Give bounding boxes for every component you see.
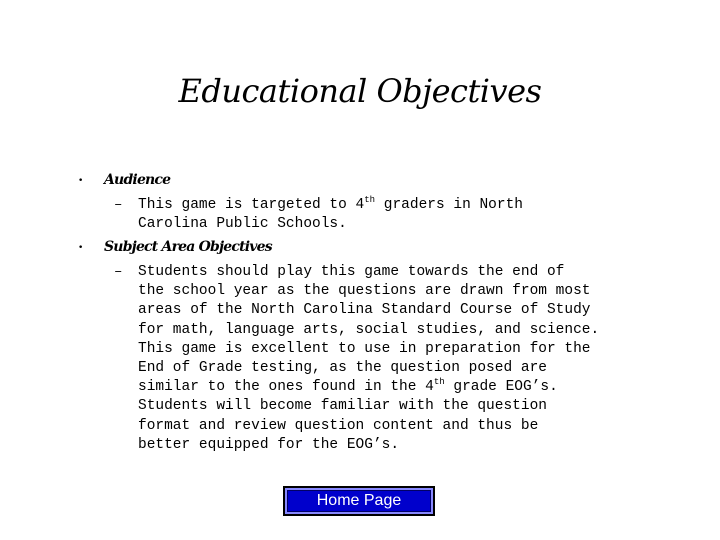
text-line: for math, language arts, social studies, and science. xyxy=(138,321,600,338)
text-line: the school year as the questions are drawn from most xyxy=(138,283,591,300)
text-line: This game is excellent to use in preparation for the xyxy=(138,340,591,357)
text-line: This game is targeted to 4th graders in North xyxy=(138,195,523,213)
subject-area-heading: Subject Area Objectives xyxy=(104,239,272,255)
text-line: areas of the North Carolina Standard Course of Study xyxy=(138,302,591,319)
subject-area-text xyxy=(138,263,599,455)
bullet-icon: • xyxy=(78,243,84,253)
dash-icon: – xyxy=(114,197,123,213)
audience-heading: Audience xyxy=(104,172,171,188)
text-line: better equipped for the EOG’s. xyxy=(138,436,400,453)
audience-text xyxy=(138,196,523,234)
text-line: Carolina Public Schools. xyxy=(138,216,347,233)
bullet-icon: • xyxy=(78,176,84,186)
text-line: Students should play this game towards the end of xyxy=(138,264,565,280)
text-line: similar to the ones found in the 4th grade EOG’s. xyxy=(138,377,558,396)
dash-icon: – xyxy=(114,264,123,280)
text-line: format and review question content and thus be xyxy=(138,417,539,434)
text-line: Students will become familiar with the question xyxy=(138,398,547,415)
text-line: End of Grade testing, as the question posed are xyxy=(138,360,547,377)
page-title: Educational Objectives xyxy=(178,72,542,110)
home-page-button[interactable]: Home Page xyxy=(283,486,435,516)
